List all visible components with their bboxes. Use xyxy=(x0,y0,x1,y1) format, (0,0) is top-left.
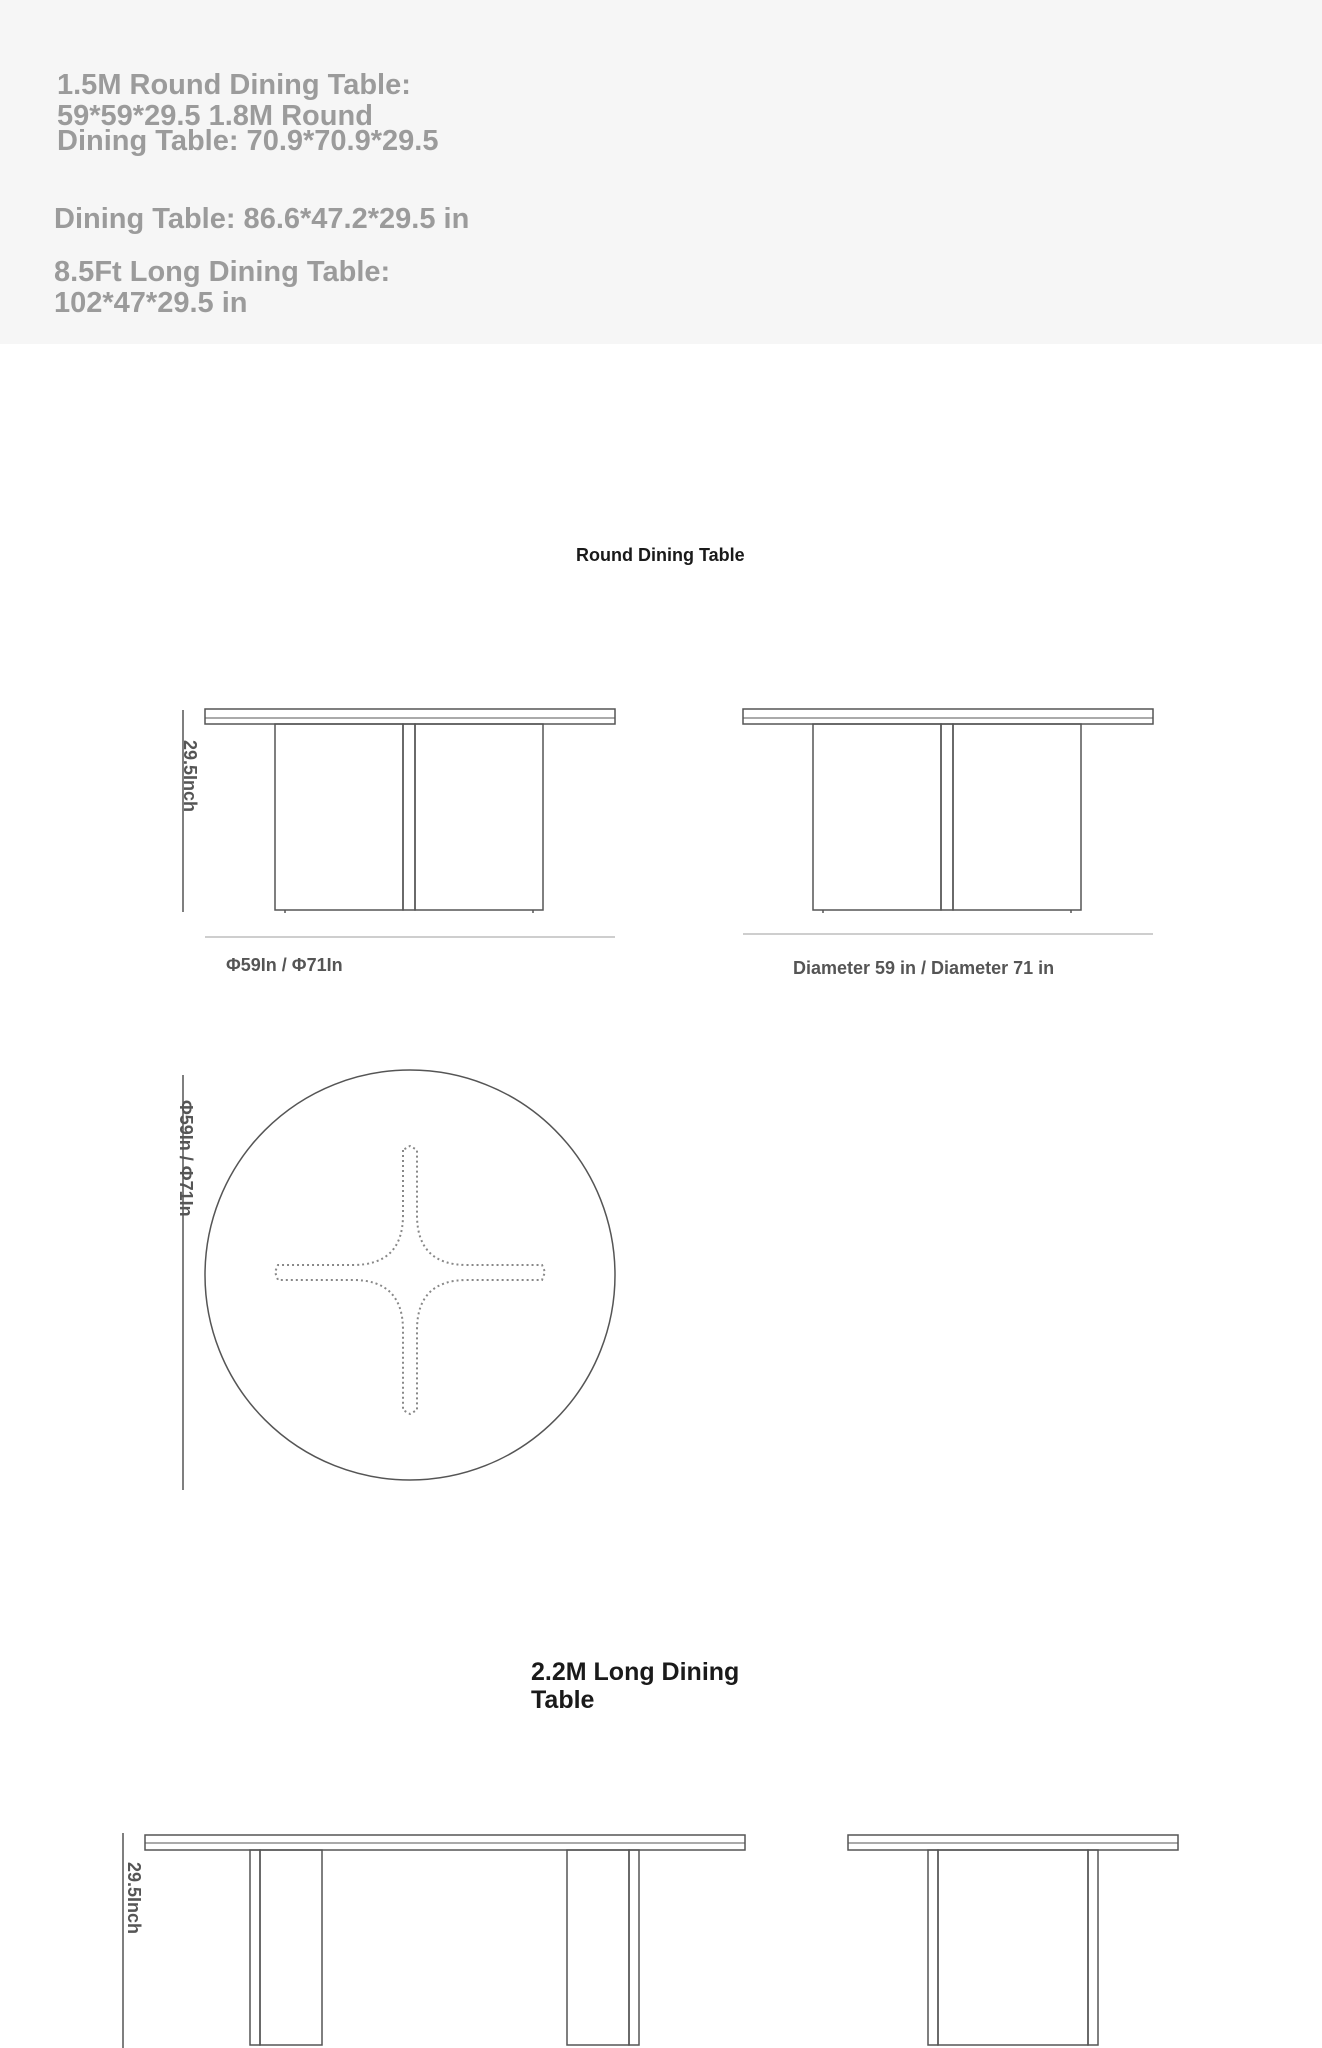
long-table-side-drawing xyxy=(845,1825,1180,2048)
long-section-title-line1: 2.2M Long Dining xyxy=(531,1658,740,1686)
spec-round-150: 1.5M Round Dining Table: xyxy=(57,69,411,101)
long-section-title-line2: Table xyxy=(531,1686,595,1714)
spec-long-220: Dining Table: 86.6*47.2*29.5 in xyxy=(54,203,470,235)
spec-long-85ft-dims: 102*47*29.5 in xyxy=(54,287,248,319)
spec-long-85ft: 8.5Ft Long Dining Table: xyxy=(54,256,391,288)
round-table-front-drawing xyxy=(170,700,630,950)
round-top-diameter-label: Φ59In / Φ71In xyxy=(176,1100,196,1217)
round-table-side-drawing xyxy=(740,700,1160,950)
round-front-width-label: Φ59In / Φ71In xyxy=(226,955,343,975)
round-table-top-drawing xyxy=(170,1070,630,1490)
spec-round-150-dims: 59*59*29.5 1.8M Round xyxy=(57,100,373,132)
long-section-title xyxy=(531,1658,739,1714)
spec-round-180: Dining Table: 70.9*70.9*29.5 xyxy=(57,125,439,157)
round-section-title: Round Dining Table xyxy=(576,545,745,565)
round-side-width-label: Diameter 59 in / Diameter 71 in xyxy=(793,958,1055,978)
long-table-front-drawing xyxy=(115,1825,755,2048)
round-height-label: 29.5Inch xyxy=(180,740,200,813)
long-height-label: 29.5Inch xyxy=(124,1862,144,1935)
